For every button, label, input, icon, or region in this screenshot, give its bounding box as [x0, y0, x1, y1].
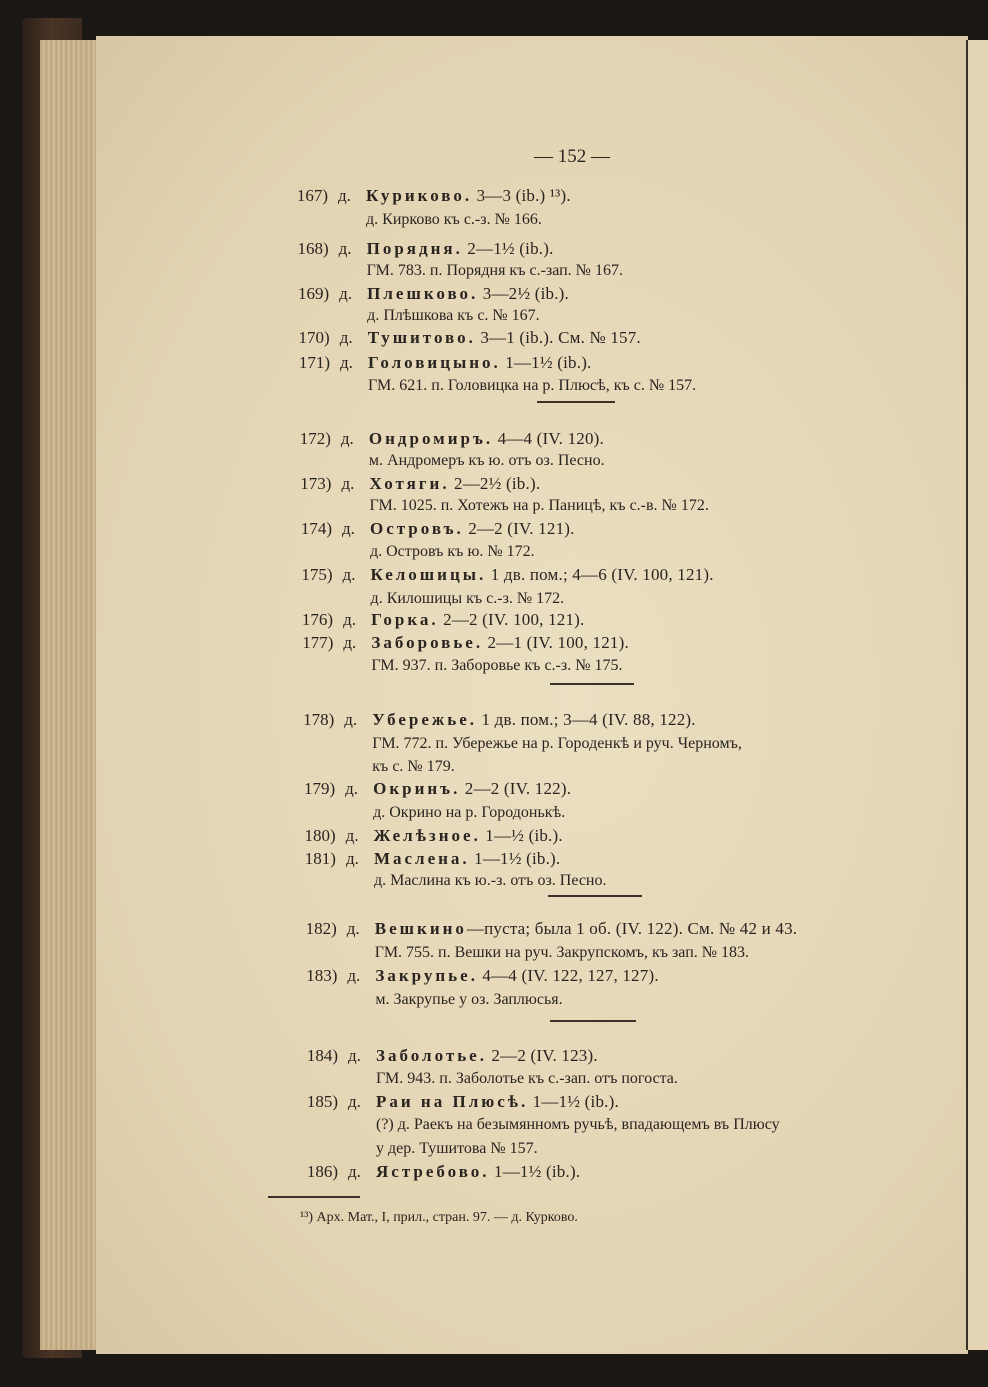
entry-name: Тушитово.: [367, 328, 476, 347]
entry-line: [376, 1092, 619, 1112]
entry-type: д.: [339, 328, 353, 347]
entry-name: Куриково.: [366, 186, 473, 205]
entry-type: д.: [348, 1162, 361, 1181]
entry-details: 2—1 (IV. 100, 121).: [483, 633, 629, 652]
entry-number: 169): [298, 284, 330, 303]
entry-number: 181): [304, 849, 336, 868]
entry-type: д.: [343, 610, 356, 629]
entry-number: 175): [301, 565, 333, 584]
entry-name: Желѣзное.: [373, 826, 481, 845]
entry-name: Плешково.: [367, 284, 479, 303]
entry-number: 168): [297, 239, 329, 258]
entry-line: [375, 919, 797, 939]
section-divider: [268, 1196, 360, 1198]
entry-line: [374, 849, 560, 869]
facing-page-edge: [966, 40, 988, 1350]
entry-number: 172): [299, 429, 331, 448]
entry-name: Заборовье.: [371, 633, 484, 652]
entry-type: д.: [347, 966, 361, 985]
entry-note: д. Плѣшкова къ с. № 167.: [367, 307, 540, 324]
entry-number: 177): [302, 633, 334, 652]
entry-line: [373, 779, 571, 799]
entry-details: 1—1½ (ib.).: [469, 849, 561, 868]
page-number: — 152 —: [534, 146, 610, 167]
entry-name: Головицыно.: [368, 353, 501, 372]
entry-type: д.: [345, 849, 359, 868]
entry-name: Раи на Плюсѣ.: [376, 1092, 529, 1111]
entry-note: д. Кирково къ с.-з. № 166.: [366, 211, 542, 228]
entry-line: [371, 633, 629, 653]
entry-name: Вешкино: [374, 919, 467, 938]
entry-line: [371, 610, 584, 630]
entry-line: [368, 353, 592, 373]
entry-details: 3—3 (ib.) ¹³).: [472, 186, 571, 205]
entry-type: д.: [344, 710, 358, 729]
entry-type: д.: [339, 284, 353, 303]
entry-details: 1 дв. пом.; 3—4 (IV. 88, 122).: [477, 710, 696, 729]
entry-number: 184): [306, 1046, 338, 1065]
entry-type: д.: [343, 633, 357, 652]
entry-number: 174): [300, 519, 332, 538]
section-divider: [550, 683, 634, 685]
entry-type: д.: [338, 239, 352, 258]
entry-line: [369, 474, 540, 494]
entry-details: 2—2 (IV. 122).: [460, 779, 572, 798]
entry-details: 2—2½ (ib.).: [449, 474, 541, 493]
entry-details: 1—1½ (ib.).: [528, 1092, 619, 1111]
entry-type: д.: [341, 474, 355, 493]
entry-type: д.: [341, 519, 355, 538]
entry-details: 2—2 (IV. 100, 121).: [438, 610, 585, 629]
entry-type: д.: [346, 919, 360, 938]
entry-line: [374, 826, 563, 846]
entry-details: 2—2 (IV. 121).: [463, 519, 575, 538]
entry-line: [376, 1162, 580, 1182]
entry-number: 173): [300, 474, 332, 493]
section-divider: [537, 401, 615, 403]
section-divider: [550, 1020, 636, 1022]
entry-note: ГМ. 621. п. Головицка на р. Плюсѣ, къ с. № 157.: [368, 377, 697, 394]
entry-details: 4—4 (IV. 120).: [493, 429, 604, 448]
entry-note: ГМ. 1025. п. Хотежъ на р. Паницѣ, къ с.-в. № 172.: [369, 497, 709, 514]
entry-number: 182): [305, 919, 337, 938]
entry-line: [375, 966, 658, 986]
entry-details: 3—2½ (ib.).: [478, 284, 569, 303]
entry-name: Закрупье.: [375, 966, 478, 985]
entry-details: 1—½ (ib.).: [480, 826, 563, 845]
entry-number: 167): [296, 186, 328, 205]
entry-name: Хотяги.: [369, 474, 450, 493]
entry-note: (?) д. Раекъ на безымянномъ ручьѣ, впадающемъ въ Плюсу: [376, 1116, 780, 1133]
entry-details: 1—1½ (ib.).: [500, 353, 592, 372]
entry-line: [367, 239, 554, 259]
entry-line: [376, 1046, 598, 1066]
entry-note: м. Закрупье у оз. Заплюсья.: [375, 991, 563, 1008]
entry-number: 170): [298, 328, 330, 347]
entry-name: Убережье.: [372, 710, 478, 729]
entry-name: Окринъ.: [373, 779, 461, 798]
entry-number: 185): [306, 1092, 338, 1111]
entry-line: [370, 519, 575, 539]
entry-number: 171): [298, 353, 330, 372]
entry-number: 179): [303, 779, 336, 798]
entry-type: д.: [340, 353, 353, 372]
section-divider: [548, 895, 642, 897]
entry-details: 4—4 (IV. 122, 127, 127).: [477, 966, 659, 985]
footnote: ¹³) Арх. Мат., I, прил., стран. 97. — д. Курково.: [300, 1210, 578, 1225]
entry-number: 178): [303, 710, 335, 729]
entry-type: д.: [345, 779, 359, 798]
entry-type: д.: [338, 186, 351, 205]
entry-note: ГМ. 783. п. Порядня къ с.-зап. № 167.: [366, 262, 623, 279]
entry-note: ГМ. 755. п. Вешки на руч. Закрупскомъ, къ зап. № 183.: [374, 944, 750, 961]
entry-note: д. Килошицы къ с.-з. № 172.: [370, 590, 565, 607]
entry-note-continued: къ с. № 179.: [372, 758, 455, 775]
entry-details: 2—2 (IV. 123).: [486, 1046, 598, 1065]
entry-line: [371, 565, 714, 585]
entry-details: 1 дв. пом.; 4—6 (IV. 100, 121).: [486, 565, 714, 584]
entry-name: Порядня.: [366, 239, 463, 258]
entry-type: д.: [348, 1046, 361, 1065]
entry-note: д. Островъ къ ю. № 172.: [369, 543, 535, 560]
entry-type: д.: [340, 429, 354, 448]
entry-note: ГМ. 772. п. Убережье на р. Городенкѣ и руч. Черномъ,: [372, 735, 742, 752]
entry-name: Заболотье.: [376, 1046, 487, 1065]
entry-line: [366, 186, 571, 206]
entry-name: Келошицы.: [370, 565, 487, 584]
entry-line: [368, 328, 641, 348]
entry-details: 2—1½ (ib.).: [462, 239, 554, 258]
entry-note: ГМ. 937. п. Заборовье къ с.-з. № 175.: [371, 657, 623, 674]
entry-line: [369, 429, 604, 449]
entry-details: 3—1 (ib.). См. № 157.: [475, 328, 641, 347]
entry-name: Горка.: [371, 610, 439, 629]
entry-note: м. Андромеръ къ ю. отъ оз. Песно.: [368, 452, 605, 469]
entry-number: 176): [301, 610, 334, 629]
entry-number: 180): [304, 826, 336, 845]
entry-line: [367, 284, 569, 304]
entry-name: Ястребово.: [376, 1162, 490, 1181]
entry-details: 1—1½ (ib.).: [489, 1162, 581, 1181]
entry-type: д.: [348, 1092, 361, 1111]
entry-line: [372, 710, 695, 730]
entry-note: ГМ. 943. п. Заболотье къ с.-зап. отъ погоста.: [376, 1070, 678, 1087]
entry-type: д.: [345, 826, 359, 845]
entry-name: Ондромиръ.: [368, 429, 494, 448]
entry-note: д. Окрино на р. Городонькѣ.: [373, 804, 566, 821]
entry-name: Островъ.: [369, 519, 464, 538]
entry-number: 183): [306, 966, 338, 985]
entry-note: д. Маслина къ ю.-з. отъ оз. Песно.: [373, 872, 607, 889]
entry-number: 186): [306, 1162, 338, 1181]
entry-note-continued: у дер. Тушитова № 157.: [376, 1140, 538, 1157]
entry-details: —пуста; была 1 об. (IV. 122). См. № 42 и 43.: [466, 919, 798, 938]
entry-type: д.: [342, 565, 356, 584]
entry-name: Маслена.: [373, 849, 470, 868]
